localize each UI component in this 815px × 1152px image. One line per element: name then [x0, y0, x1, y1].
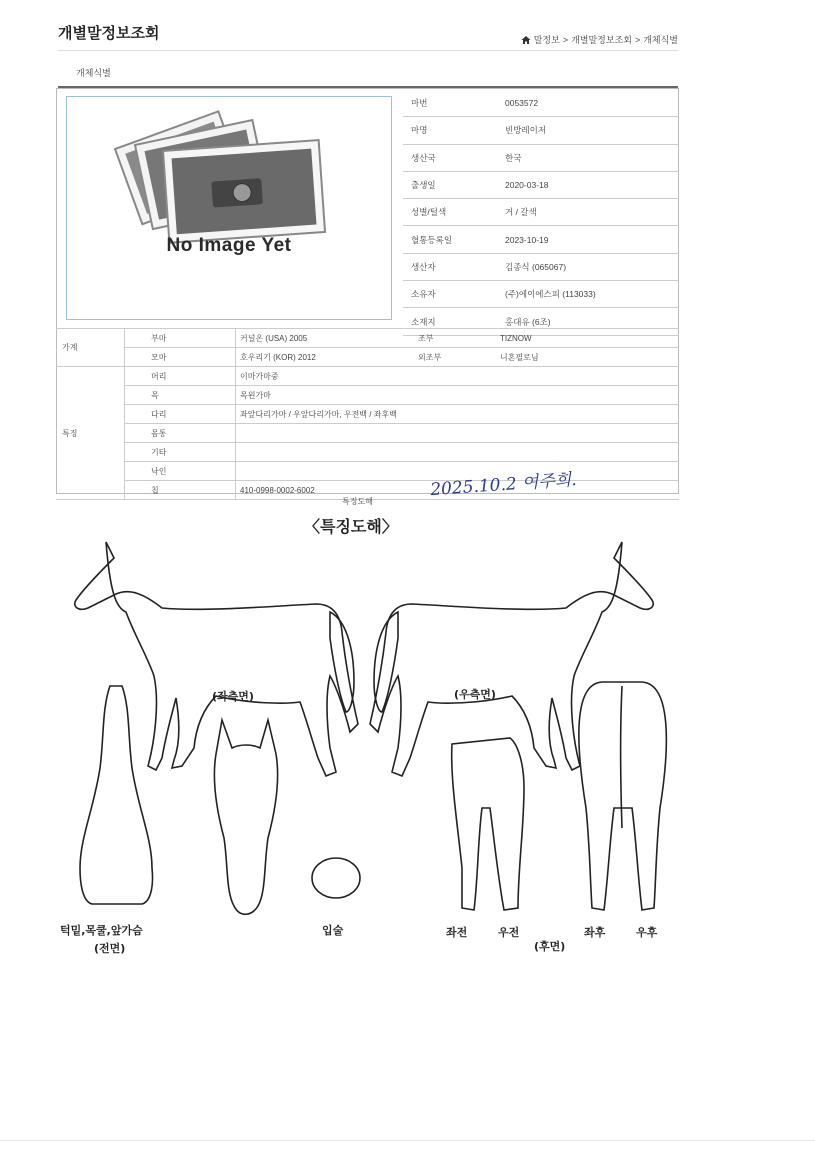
info-row [403, 199, 679, 226]
front-neck-view [80, 686, 153, 904]
table-row [56, 405, 679, 424]
tab-bar [58, 52, 678, 88]
sire-value: 커널온 (USA) 2005 [236, 329, 415, 348]
pedigree-features-table [56, 328, 679, 500]
info-label: 마번 [403, 90, 497, 117]
front-legs-view [452, 738, 524, 910]
info-label: 생산자 [403, 253, 497, 280]
breadcrumb-level3[interactable]: 개체식별 [643, 35, 678, 45]
muzzle-drawing [312, 858, 360, 898]
damsire-value: 니혼필로님 [496, 348, 679, 367]
front-right-label: 우전 [498, 926, 520, 939]
front-view-label: (전면) [94, 942, 126, 955]
info-row [403, 281, 679, 308]
table-row [56, 462, 679, 481]
features-group-label: 특징 [56, 367, 125, 500]
dam-value: 호우리기 (KOR) 2012 [236, 348, 415, 367]
tab-identification[interactable]: 개체식별 [76, 68, 111, 78]
page-title: 개별말정보조회 [58, 25, 160, 42]
info-label: 생산국 [403, 144, 497, 171]
feature-label: 머리 [125, 367, 236, 386]
page-bottom-divider [0, 1140, 815, 1141]
feature-label: 칩 [125, 481, 236, 500]
info-label: 혈통등록일 [403, 226, 497, 253]
info-value: 거 / 갈색 [497, 199, 679, 226]
diagram-title: 〈특징도해〉 [304, 517, 398, 536]
left-side-horse [75, 542, 358, 776]
breadcrumb: 말정보 > 개별말정보조회 > 개체식별 [521, 33, 678, 46]
no-image-label: No Image Yet [166, 235, 292, 256]
info-label: 마명 [403, 117, 497, 144]
feature-value: 좌앞다리가마 / 우앞다리가마, 우전백 / 좌후백 [236, 405, 680, 424]
header-divider [58, 50, 678, 51]
front-caption-label: 턱밑,목쿨,앞가슴 [60, 924, 143, 937]
right-side-horse [370, 542, 653, 776]
breadcrumb-level2[interactable]: 개별말정보조회 [571, 35, 632, 45]
table-row [56, 443, 679, 462]
feature-value [236, 424, 680, 443]
info-value: 김종식 (065067) [497, 253, 679, 280]
info-value: 홍대유 (6조) [497, 308, 679, 335]
info-label: 출생일 [403, 171, 497, 198]
left-side-label: (좌측면) [212, 690, 254, 703]
info-value: 2020-03-18 [497, 171, 679, 198]
diagram-caption: 특징도해 [342, 497, 373, 506]
info-row [403, 144, 679, 171]
feature-value: 이마가마중 [236, 367, 680, 386]
damsire-label: 외조부 [414, 348, 496, 367]
info-label: 소재지 [403, 308, 497, 335]
info-value: 0053572 [497, 90, 679, 117]
rear-view-label: (후면) [534, 940, 566, 953]
info-label: 소유자 [403, 281, 497, 308]
info-row [403, 226, 679, 253]
feature-label: 기타 [125, 443, 236, 462]
info-row [403, 253, 679, 280]
feature-label: 다리 [125, 405, 236, 424]
info-value: (주)에이에스피 (113033) [497, 281, 679, 308]
feature-value: 목왼가마 [236, 386, 680, 405]
head-front-view [214, 720, 277, 914]
sire-label: 부마 [125, 329, 236, 348]
info-value: 2023-10-19 [497, 226, 679, 253]
home-icon[interactable] [521, 35, 531, 45]
table-row [56, 367, 679, 386]
grandsire-value: TIZNOW [496, 329, 679, 348]
info-value: 한국 [497, 144, 679, 171]
info-row [403, 90, 679, 117]
muzzle-label: 입술 [322, 924, 344, 937]
info-label: 성별/털색 [403, 199, 497, 226]
pedigree-group-label: 가계 [56, 329, 125, 367]
photo-stack-icon [67, 97, 391, 319]
rear-view [579, 682, 667, 910]
horse-outline-drawing [54, 508, 678, 960]
feature-value: 410-0998-0002-6002 [236, 481, 680, 500]
info-row [403, 117, 679, 144]
table-row [56, 348, 679, 367]
grandsire-label: 조부 [414, 329, 496, 348]
feature-label: 몸통 [125, 424, 236, 443]
info-row [403, 171, 679, 198]
rear-left-label: 좌후 [584, 926, 606, 939]
horse-markings-diagram [54, 508, 678, 960]
info-value: 빈방레이저 [497, 117, 679, 144]
right-side-label: (우측면) [454, 688, 496, 701]
horse-photo [66, 96, 392, 320]
breadcrumb-home[interactable]: 말정보 [533, 35, 560, 45]
feature-label: 목 [125, 386, 236, 405]
rear-right-label: 우후 [636, 926, 658, 939]
feature-label: 낙인 [125, 462, 236, 481]
handwritten-signature: 2025.10.2 여주희. [429, 469, 578, 501]
front-left-label: 좌전 [446, 926, 468, 939]
table-row [56, 329, 679, 348]
table-row [56, 386, 679, 405]
table-row [56, 424, 679, 443]
horse-info-table [403, 90, 679, 336]
dam-label: 모마 [125, 348, 236, 367]
feature-value [236, 443, 680, 462]
